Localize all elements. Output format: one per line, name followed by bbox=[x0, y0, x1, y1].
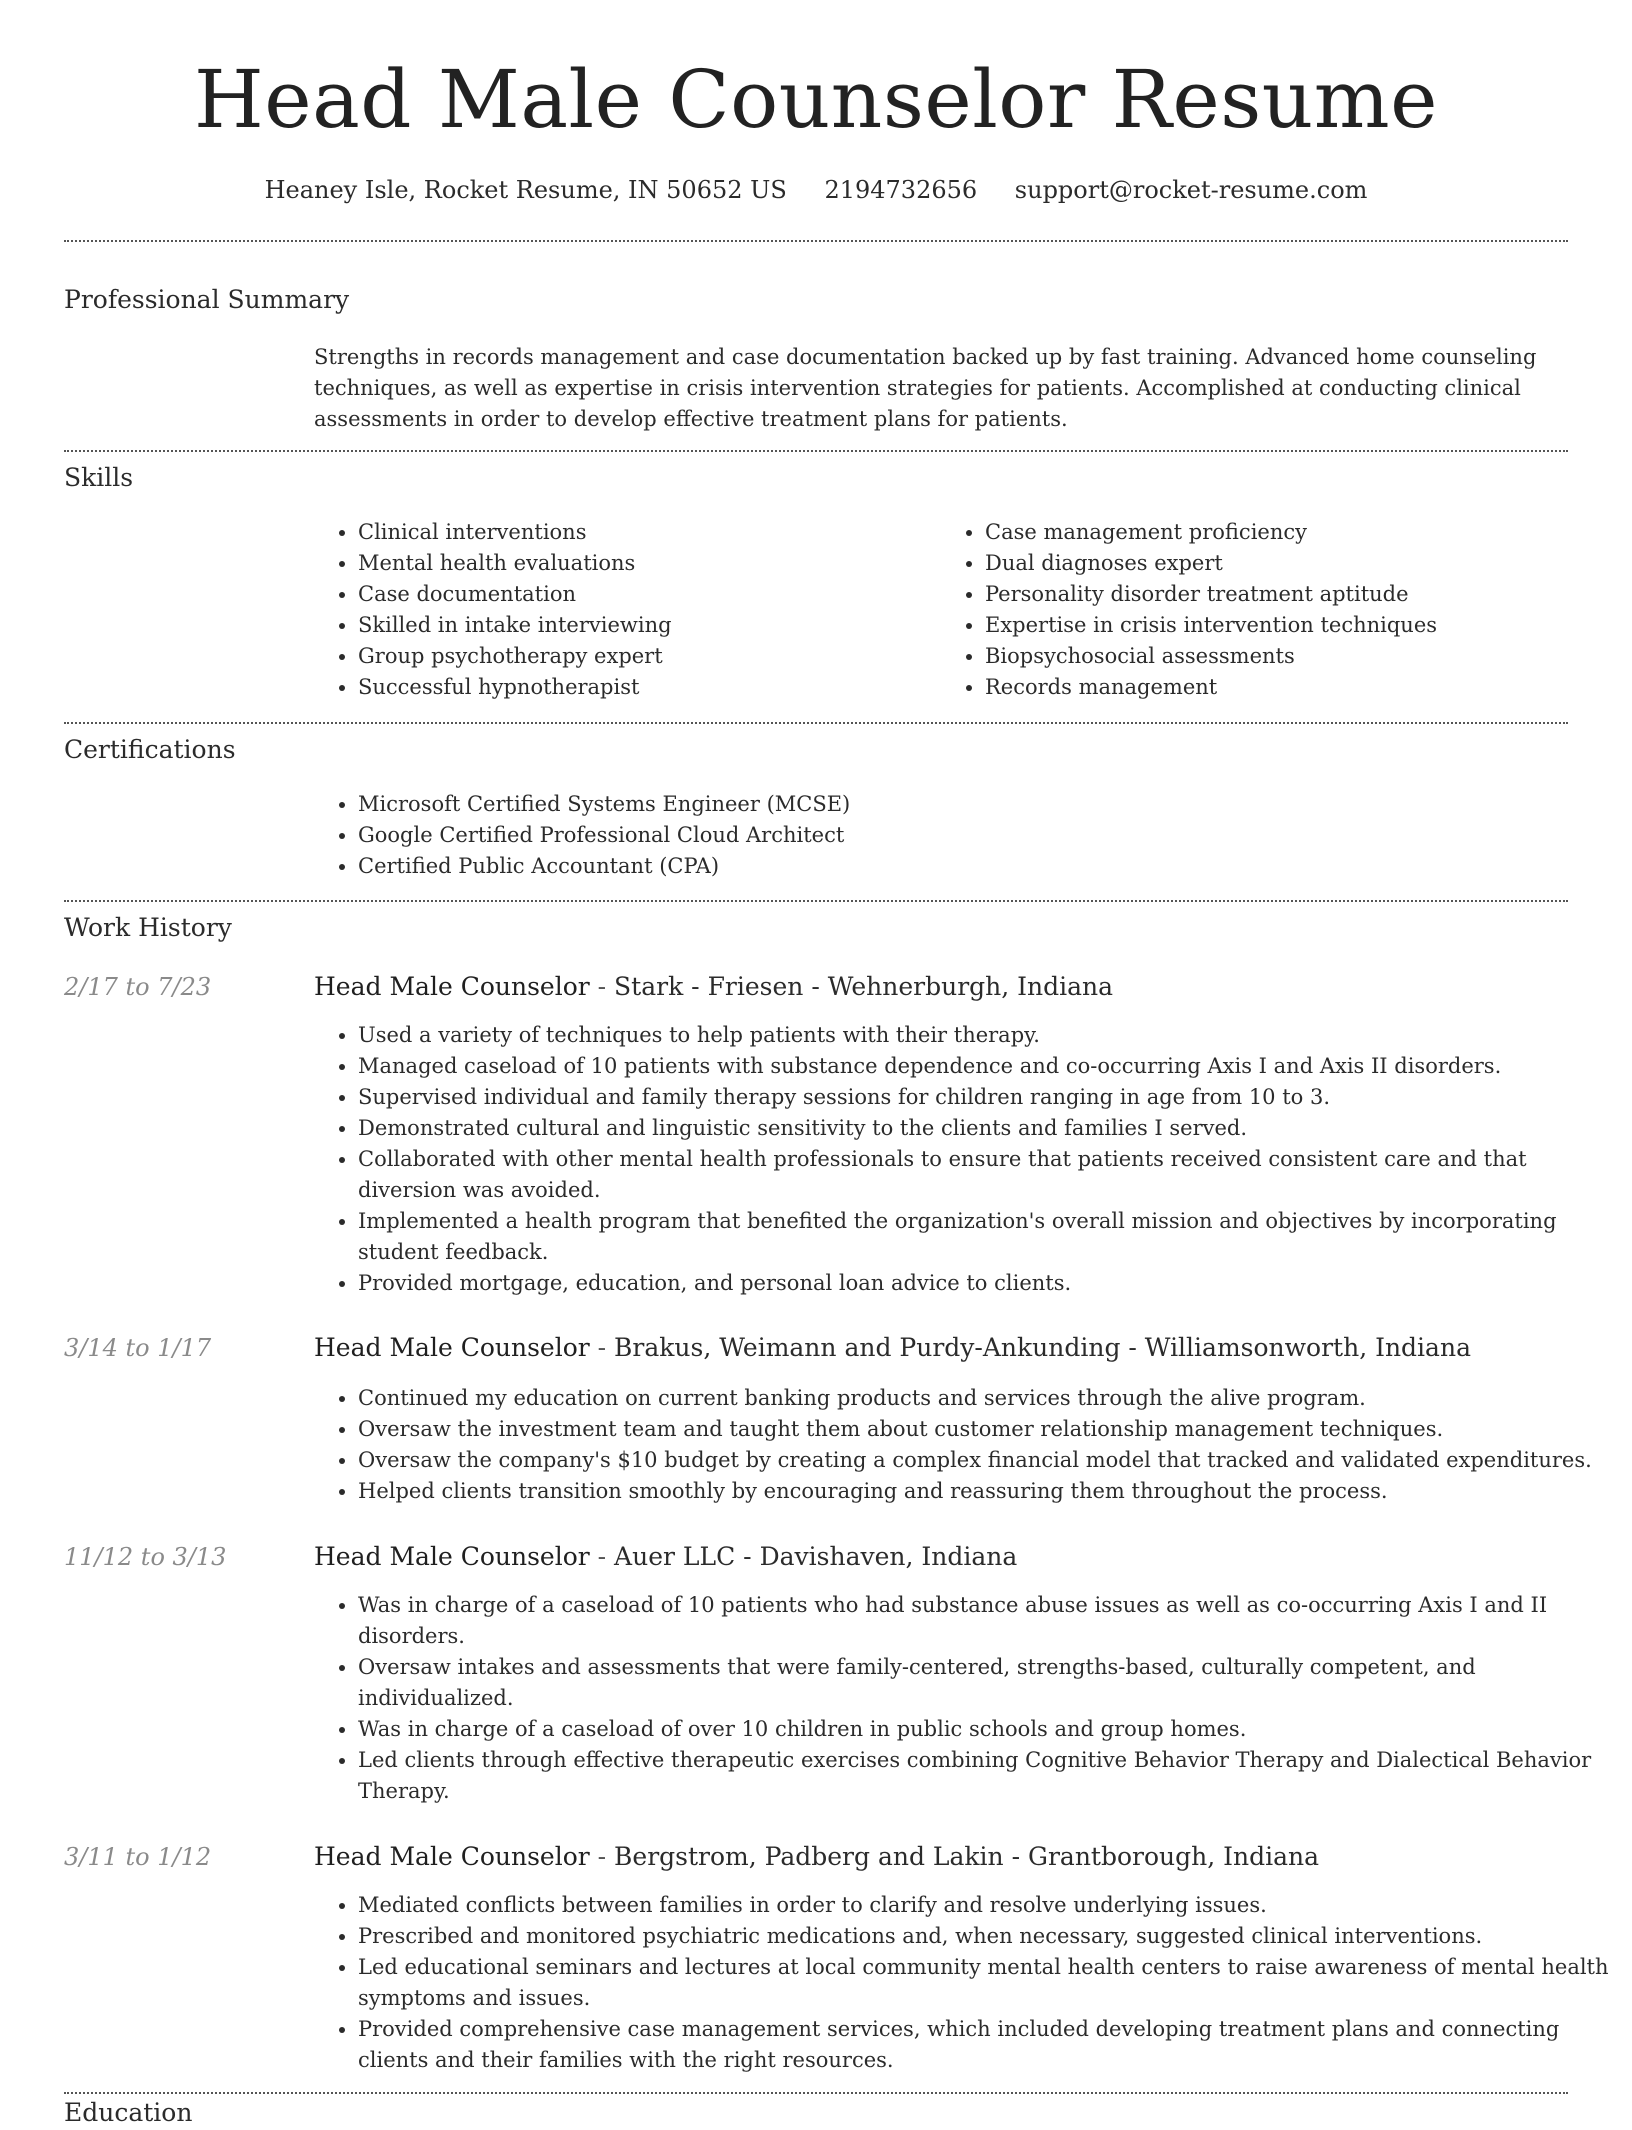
list-item: • Google Certified Professional Cloud Architect bbox=[358, 820, 1568, 851]
skills-columns bbox=[314, 517, 1568, 703]
list-item: • Oversaw the company's $10 budget by creating a complex financial model that tracked and validated expenditures. bbox=[358, 1445, 1612, 1476]
list-item: • Clinical interventions bbox=[358, 517, 941, 548]
divider bbox=[64, 240, 1568, 242]
list-item: • Prescribed and monitored psychiatric medications and, when necessary, suggested clinical interventions. bbox=[358, 1921, 1612, 1952]
list-item: • Demonstrated cultural and linguistic sensitivity to the clients and families I served. bbox=[358, 1113, 1612, 1144]
list-item: • Records management bbox=[985, 672, 1568, 703]
divider bbox=[64, 900, 1568, 902]
divider bbox=[64, 722, 1568, 724]
section-title-summary: Professional Summary bbox=[64, 285, 350, 314]
section-title-work-history: Work History bbox=[64, 913, 232, 942]
contact-phone: 2194732656 bbox=[824, 176, 978, 204]
list-item: • Case management proficiency bbox=[985, 517, 1568, 548]
job-separator: - bbox=[589, 972, 615, 1001]
list-item: • Skilled in intake interviewing bbox=[358, 610, 941, 641]
job-company: Stark - Friesen - Wehnerburgh, Indiana bbox=[614, 972, 1114, 1001]
list-item: • Collaborated with other mental health professionals to ensure that patients received consistent care and that diversion was avoided. bbox=[358, 1144, 1612, 1206]
list-item: • Expertise in crisis intervention techniques bbox=[985, 610, 1568, 641]
job-dates: 11/12 to 3/13 bbox=[64, 1543, 227, 1571]
skills-list-right bbox=[941, 517, 1568, 703]
job-bullets bbox=[314, 1590, 1612, 1807]
job-bullets bbox=[314, 1383, 1612, 1507]
job-separator: - bbox=[589, 1333, 615, 1362]
job-dates: 3/14 to 1/17 bbox=[64, 1334, 212, 1362]
divider bbox=[64, 450, 1568, 452]
list-item: • Personality disorder treatment aptitude bbox=[985, 579, 1568, 610]
contact-line bbox=[0, 170, 1632, 210]
summary-text: Strengths in records management and case documentation backed up by fast training. Advanced home counseling techniques, as well as expertise in crisis intervention strategies for patients. Accomplished at conducting clinical assessments in order to develop effective treatment plans for patients. bbox=[314, 345, 1537, 431]
job-company: Auer LLC - Davishaven, Indiana bbox=[614, 1542, 1018, 1571]
job-bullets bbox=[314, 1890, 1612, 2076]
list-item: • Continued my education on current banking products and services through the alive program. bbox=[358, 1383, 1612, 1414]
list-item: • Was in charge of a caseload of over 10 children in public schools and group homes. bbox=[358, 1714, 1612, 1745]
job-role: Head Male Counselor bbox=[314, 972, 590, 1001]
job-company: Brakus, Weimann and Purdy-Ankunding - Williamsonworth, Indiana bbox=[614, 1333, 1471, 1362]
list-item: • Mediated conflicts between families in order to clarify and resolve underlying issues. bbox=[358, 1890, 1612, 1921]
contact-address: Heaney Isle, Rocket Resume, IN 50652 US bbox=[264, 176, 787, 204]
list-item: • Group psychotherapy expert bbox=[358, 641, 941, 672]
job-company: Bergstrom, Padberg and Lakin - Grantborough, Indiana bbox=[614, 1842, 1320, 1871]
section-title-education: Education bbox=[64, 2098, 193, 2127]
list-item: • Biopsychosocial assessments bbox=[985, 641, 1568, 672]
list-item: • Provided comprehensive case management services, which included developing treatment plans and connecting clients and their families with the right resources. bbox=[358, 2014, 1612, 2076]
job-dates: 3/11 to 1/12 bbox=[64, 1843, 212, 1871]
job-separator: - bbox=[589, 1542, 615, 1571]
skills-list-left bbox=[314, 517, 941, 703]
list-item: • Was in charge of a caseload of 10 patients who had substance abuse issues as well as co-occurring Axis I and II disorders. bbox=[358, 1590, 1612, 1652]
list-item: • Oversaw the investment team and taught them about customer relationship management techniques. bbox=[358, 1414, 1612, 1445]
section-title-certifications: Certifications bbox=[64, 735, 236, 764]
job-role: Head Male Counselor bbox=[314, 1842, 590, 1871]
page-title: Head Male Counselor Resume bbox=[193, 53, 1438, 146]
job-header bbox=[314, 1330, 1471, 1366]
job-header bbox=[314, 1839, 1319, 1875]
list-item: • Mental health evaluations bbox=[358, 548, 941, 579]
certifications-block bbox=[314, 789, 1568, 882]
job-role: Head Male Counselor bbox=[314, 1333, 590, 1362]
list-item: • Helped clients transition smoothly by encouraging and reassuring them throughout the process. bbox=[358, 1476, 1612, 1507]
list-item: • Certified Public Accountant (CPA) bbox=[358, 851, 1568, 882]
list-item: • Implemented a health program that benefited the organization's overall mission and objectives by incorporating student feedback. bbox=[358, 1206, 1612, 1268]
job-role: Head Male Counselor bbox=[314, 1542, 590, 1571]
list-item: • Dual diagnoses expert bbox=[985, 548, 1568, 579]
list-item: • Led educational seminars and lectures at local community mental health centers to raise awareness of mental health symptoms and issues. bbox=[358, 1952, 1612, 2014]
list-item: • Successful hypnotherapist bbox=[358, 672, 941, 703]
contact-email: support@rocket-resume.com bbox=[1014, 176, 1368, 204]
list-item: • Oversaw intakes and assessments that were family-centered, strengths-based, culturally competent, and individualized. bbox=[358, 1652, 1612, 1714]
list-item: • Microsoft Certified Systems Engineer (MCSE) bbox=[358, 789, 1568, 820]
job-dates: 2/17 to 7/23 bbox=[64, 973, 212, 1001]
job-separator: - bbox=[589, 1842, 615, 1871]
section-title-skills: Skills bbox=[64, 463, 134, 492]
divider bbox=[64, 2092, 1568, 2094]
job-bullets bbox=[314, 1020, 1612, 1299]
job-header bbox=[314, 1539, 1017, 1575]
certifications-list bbox=[314, 789, 1568, 882]
list-item: • Led clients through effective therapeutic exercises combining Cognitive Behavior Therapy and Dialectical Behavior Therapy. bbox=[358, 1745, 1612, 1807]
job-header bbox=[314, 969, 1113, 1005]
list-item: • Managed caseload of 10 patients with substance dependence and co-occurring Axis I and Axis II disorders. bbox=[358, 1051, 1612, 1082]
list-item: • Supervised individual and family therapy sessions for children ranging in age from 10 to 3. bbox=[358, 1082, 1612, 1113]
list-item: • Case documentation bbox=[358, 579, 941, 610]
list-item: • Used a variety of techniques to help patients with their therapy. bbox=[358, 1020, 1612, 1051]
list-item: • Provided mortgage, education, and personal loan advice to clients. bbox=[358, 1268, 1612, 1299]
